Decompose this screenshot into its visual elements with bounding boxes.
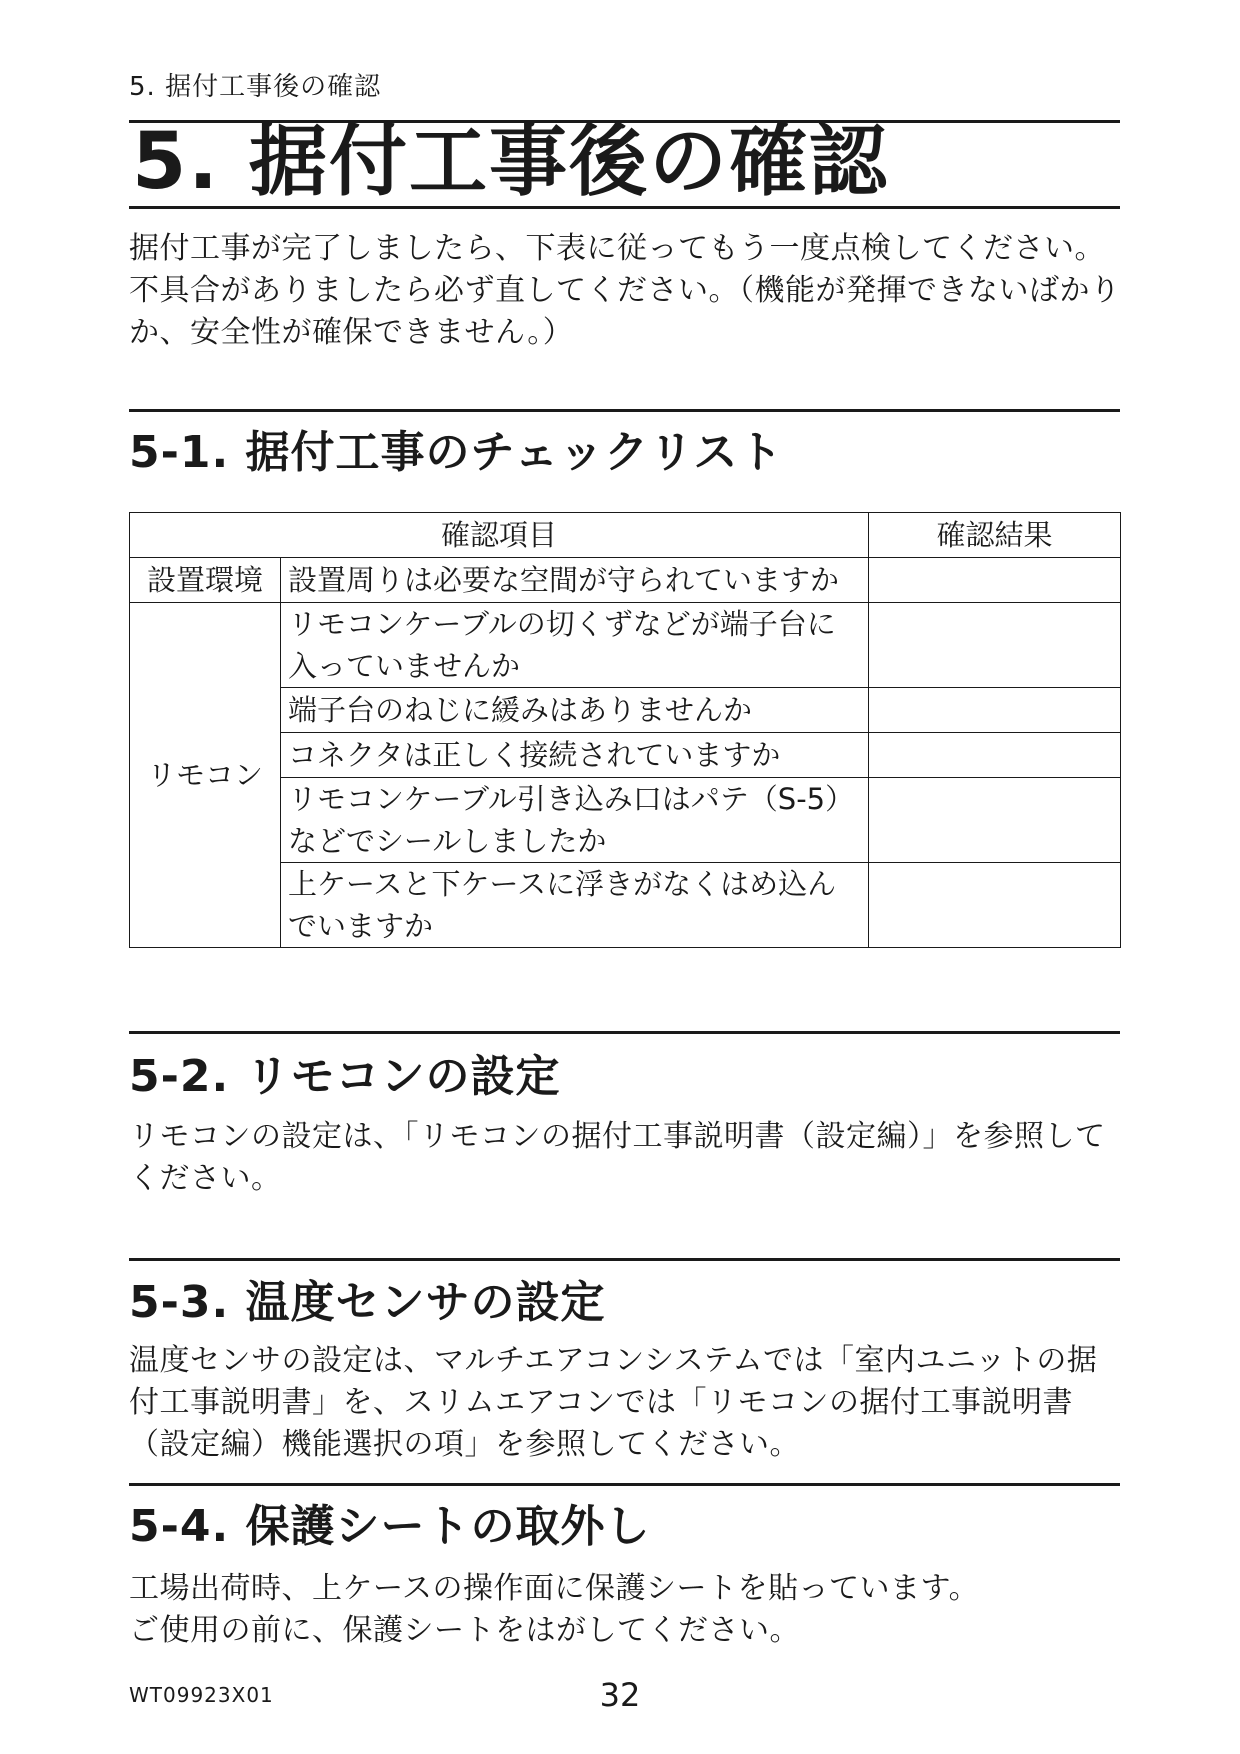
check-item: 上ケースと下ケースに浮きがなくはめ込んでいますか [281, 863, 869, 948]
check-result-cell[interactable] [869, 863, 1121, 948]
section-3-body: 温度センサの設定は、マルチエアコンシステムでは「室内ユニットの据付工事説明書」を、スリムエアコンでは「リモコンの据付工事説明書（設定編）機能選択の項」を参照してください。 [129, 1343, 1098, 1462]
section-2-body: リモコンの設定は、「リモコンの据付工事説明書（設定編）」を参照してください。 [129, 1119, 1106, 1196]
check-item: 端子台のねじに緩みはありませんか [281, 688, 869, 733]
category-environment: 設置環境 [130, 558, 281, 603]
section-2-rule [129, 1031, 1120, 1034]
running-header: 5. 据付工事後の確認 [129, 72, 382, 102]
check-result-cell[interactable] [869, 733, 1121, 778]
check-result-cell[interactable] [869, 688, 1121, 733]
section-3-title: 5-3. 温度センサの設定 [129, 1277, 606, 1328]
check-result-cell[interactable] [869, 558, 1121, 603]
check-item: リモコンケーブルの切くずなどが端子台に入っていませんか [281, 603, 869, 688]
section-4-rule [129, 1483, 1120, 1486]
check-item: 設置周りは必要な空間が守られていますか [281, 558, 869, 603]
section-1-rule [129, 409, 1120, 412]
table-header-row [130, 513, 1121, 558]
chapter-title: 5. 据付工事後の確認 [132, 117, 890, 207]
chapter-intro: 据付工事が完了しましたら、下表に従ってもう一度点検してください。不具合がありましたら必ず直してください。（機能が発揮できないばかりか、安全性が確保できません。） [129, 231, 1121, 350]
category-remote: リモコン [130, 603, 281, 948]
check-item: リモコンケーブル引き込み口はパテ（S-5）などでシールしましたか [281, 778, 869, 863]
section-4-body-line-1: 工場出荷時、上ケースの操作面に保護シートを貼っています。 [129, 1571, 980, 1606]
checklist-table [129, 512, 1121, 948]
document-code: WT09923X01 [129, 1683, 274, 1707]
page-number: 32 [599, 1676, 641, 1714]
table-row [130, 558, 1121, 603]
table-row [130, 603, 1121, 688]
section-1-title: 5-1. 据付工事のチェックリスト [129, 427, 784, 478]
section-4-body-line-2: ご使用の前に、保護シートをはがしてください。 [129, 1613, 800, 1648]
section-2-title: 5-2. リモコンの設定 [129, 1051, 561, 1102]
chapter-rule-bottom [129, 206, 1120, 209]
check-result-cell[interactable] [869, 778, 1121, 863]
section-4-title: 5-4. 保護シートの取外し [129, 1501, 651, 1552]
header-check-item: 確認項目 [130, 513, 869, 558]
header-check-result: 確認結果 [869, 513, 1121, 558]
check-item: コネクタは正しく接続されていますか [281, 733, 869, 778]
section-3-rule [129, 1258, 1120, 1261]
check-result-cell[interactable] [869, 603, 1121, 688]
